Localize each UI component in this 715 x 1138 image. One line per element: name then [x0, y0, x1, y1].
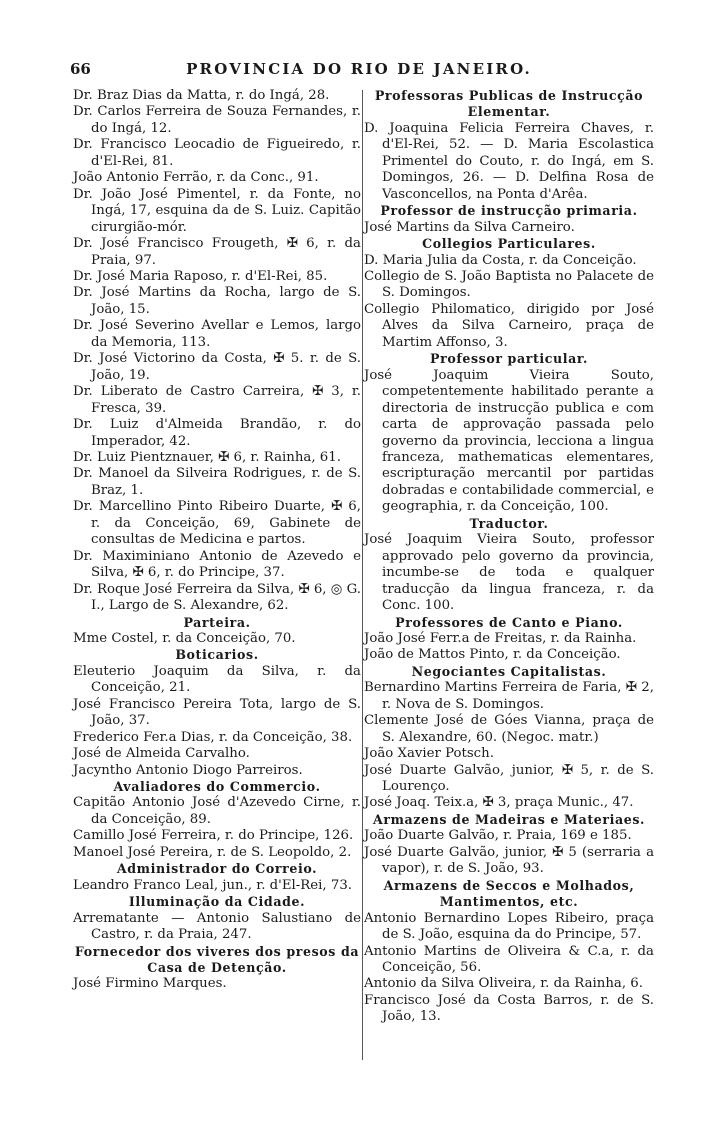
directory-entry: João Antonio Ferrão, r. da Conc., 91.: [73, 170, 319, 186]
running-head: PROVINCIA DO RIO DE JANEIRO.: [186, 60, 532, 78]
directory-entry: José Joaquim Vieira Souto, competentemente habilitado perante a directoria de instrucção publica e com carta de approvação passada pelo governo da provincia, lecciona a lingua franceza, mathematicas elementares, escripturação mercantil por partidas dobradas e contabilidade commercial, e geographia, r. da Conceição, 100.: [364, 367, 654, 515]
section-heading: Parteira.: [183, 614, 251, 630]
section-heading: Boticarios.: [175, 647, 259, 663]
directory-entry: Antonio Martins de Oliveira & C.a, r. da Conceição, 56.: [364, 943, 654, 976]
directory-entry: Jacyntho Antonio Diogo Parreiros.: [73, 762, 303, 778]
directory-entry: Leandro Franco Leal, jun., r. d'El-Rei, 73.: [73, 877, 353, 893]
directory-entry: José Francisco Pereira Tota, largo de S. João, 37.: [73, 696, 361, 729]
section-heading: Professor de instrucção primaria.: [380, 203, 638, 219]
directory-entry: Francisco José da Costa Barros, r. de S. João, 13.: [364, 992, 654, 1025]
section-heading: Fornecedor dos viveres dos presos da Casa de Detenção.: [74, 943, 360, 976]
directory-entry: José Joaquim Vieira Souto, professor approvado pelo governo da provincia, incumbe-se de toda e qualquer traducção da lingua franceza, r. da Conc. 100.: [364, 532, 654, 614]
directory-entry: Dr. José Victorino da Costa, ✠ 5. r. de S. João, 19.: [73, 351, 361, 383]
directory-entry: José Joaq. Teix.a, ✠ 3, praça Munic., 47.: [364, 795, 634, 811]
directory-entry: Dr. Braz Dias da Matta, r. do Ingá, 28.: [73, 88, 330, 103]
section-heading: Professoras Publicas de Instrucção Elementar.: [374, 88, 644, 120]
directory-entry: Dr. Manoel da Silveira Rodrigues, r. de S. Braz, 1.: [73, 466, 361, 498]
section-heading: Traductor.: [469, 515, 549, 531]
directory-entry: José Duarte Galvão, junior, ✠ 5, r. de S. Lourenço.: [364, 762, 654, 795]
section-heading: Armazens de Seccos e Molhados, Mantimentos, etc.: [383, 877, 635, 910]
directory-entry: Dr. Luiz d'Almeida Brandão, r. do Imperador, 42.: [73, 417, 361, 449]
section-heading: Illuminação da Cidade.: [128, 894, 306, 910]
directory-entry: Camillo José Ferreira, r. do Principe, 126.: [73, 828, 354, 844]
directory-entry: Antonio Bernardino Lopes Ribeiro, praça de S. João, esquina da do Principe, 57.: [364, 910, 654, 943]
page-number: 66: [70, 60, 91, 78]
section-heading: Negociantes Capitalistas.: [411, 663, 607, 679]
left-column: [73, 88, 361, 993]
directory-entry: Manoel José Pereira, r. de S. Leopoldo, 2.: [73, 844, 352, 860]
directory-entry: Collegio Philomatico, dirigido por José Alves da Silva Carneiro, praça de Martim Affonso, 3.: [364, 301, 654, 350]
right-column: [364, 88, 654, 1026]
directory-entry: João de Mattos Pinto, r. da Conceição.: [364, 647, 621, 663]
directory-entry: Dr. Carlos Ferreira de Souza Fernandes, r. do Ingá, 12.: [73, 104, 361, 136]
directory-entry: Dr. Francisco Leocadio de Figueiredo, r. d'El-Rei, 81.: [73, 137, 361, 169]
directory-entry: José Firmino Marques.: [73, 976, 227, 992]
column-divider: [362, 90, 363, 1060]
directory-entry: Dr. Roque José Ferreira da Silva, ✠ 6, ◎ G. I., Largo de S. Alexandre, 62.: [73, 581, 361, 614]
directory-entry: Frederico Fer.a Dias, r. da Conceição, 38.: [73, 729, 353, 745]
directory-entry: Dr. Luiz Pientznauer, ✠ 6, r. Rainha, 61.: [73, 449, 341, 465]
directory-entry: Clemente José de Góes Vianna, praça de S. Alexandre, 60. (Negoc. matr.): [364, 713, 654, 745]
section-heading: Professores de Canto e Piano.: [395, 614, 623, 630]
directory-entry: Dr. Marcellino Pinto Ribeiro Duarte, ✠ 6, r. da Conceição, 69, Gabinete de consultas de Medicina e partos.: [73, 499, 361, 548]
directory-entry: Dr. José Severino Avellar e Lemos, largo da Memoria, 113.: [73, 318, 361, 350]
directory-entry: Dr. José Maria Raposo, r. d'El-Rei, 85.: [73, 268, 328, 284]
directory-entry: João Xavier Potsch.: [364, 746, 494, 762]
directory-entry: Collegio de S. João Baptista no Palacete de S. Domingos.: [364, 268, 654, 301]
directory-entry: Dr. Maximiniano Antonio de Azevedo e Silva, ✠ 6, r. do Principe, 37.: [73, 548, 361, 581]
section-heading: Armazens de Madeiras e Materiaes.: [372, 811, 646, 827]
section-heading: Collegios Particulares.: [422, 236, 596, 252]
directory-entry: Bernardino Martins Ferreira de Faria, ✠ 2, r. Nova de S. Domingos.: [364, 680, 654, 712]
section-heading: Professor particular.: [430, 351, 588, 367]
directory-entry: Dr. José Martins da Rocha, largo de S. João, 15.: [73, 285, 361, 317]
directory-entry: Mme Costel, r. da Conceição, 70.: [73, 630, 296, 646]
directory-entry: D. Maria Julia da Costa, r. da Conceição.: [364, 252, 637, 268]
directory-entry: Dr. Liberato de Castro Carreira, ✠ 3, r. Fresca, 39.: [73, 384, 361, 416]
directory-entry: João Duarte Galvão, r. Praia, 169 e 185.: [364, 828, 632, 844]
directory-entry: Capitão Antonio José d'Azevedo Cirne, r. da Conceição, 89.: [73, 795, 361, 827]
directory-entry: D. Joaquina Felicia Ferreira Chaves, r. d'El-Rei, 52. — D. Maria Escolastica Primentel do Couto, r. do Ingá, em S. Domingos, 26. — D. Delfina Rosa de Vasconcellos, na Ponta d'Arêa.: [364, 120, 654, 202]
directory-entry: José Martins da Silva Carneiro.: [364, 219, 575, 235]
directory-entry: Dr. João José Pimentel, r. da Fonte, no Ingá, 17, esquina da de S. Luiz. Capitão cirurgião-mór.: [73, 186, 361, 235]
section-heading: Administrador do Correio.: [116, 861, 318, 877]
directory-entry: José Duarte Galvão, junior, ✠ 5 (serraria a vapor), r. de S. João, 93.: [364, 844, 654, 877]
directory-entry: Arrematante — Antonio Salustiano de Castro, r. da Praia, 247.: [73, 910, 361, 943]
directory-entry: Antonio da Silva Oliveira, r. da Rainha, 6.: [364, 976, 643, 992]
section-heading: Avaliadores do Commercio.: [113, 779, 321, 795]
directory-entry: José de Almeida Carvalho.: [73, 746, 250, 762]
directory-entry: Eleuterio Joaquim da Silva, r. da Conceição, 21.: [73, 663, 361, 696]
directory-entry: João José Ferr.a de Freitas, r. da Rainha.: [364, 630, 637, 646]
page-header: [70, 60, 648, 86]
directory-entry: Dr. José Francisco Frougeth, ✠ 6, r. da Praia, 97.: [73, 236, 361, 268]
